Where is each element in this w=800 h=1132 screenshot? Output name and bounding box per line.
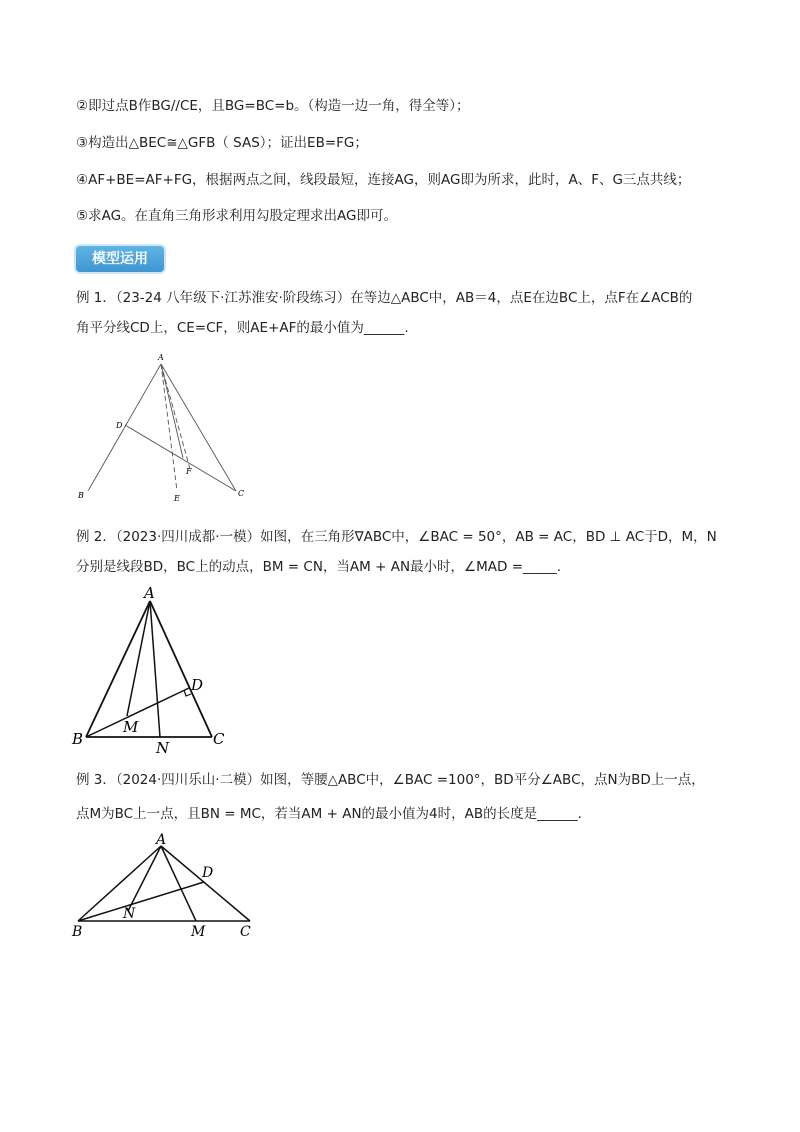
label-d: D <box>191 676 204 694</box>
example-1-figure <box>70 350 260 510</box>
step-2: ②即过点B作BG//CE，且BG=BC=b。（构造一边一角，得全等）； <box>76 98 470 114</box>
segment-a-inner <box>161 364 183 458</box>
label-b: B <box>72 924 83 940</box>
side-ab <box>88 364 161 491</box>
label-n: N <box>156 739 170 755</box>
label-c: C <box>238 489 245 498</box>
label-n: N <box>123 906 136 922</box>
label-c: C <box>213 730 225 748</box>
label-m: M <box>123 718 139 736</box>
example-3-line-2: 点M为BC上一点，且BN = MC，若当AM + AN的最小值为4时，AB的长度是______. <box>76 806 582 822</box>
label-f: F <box>186 467 192 476</box>
label-d: D <box>116 421 123 430</box>
label-e: E <box>174 494 180 503</box>
example-2-line-1: 例 2．（2023·四川成都·一模）如图，在三角形∇ABC中，∠BAC = 50°，AB = AC，BD ⊥ AC于D，M，N <box>76 529 717 545</box>
step-4: ④AF+BE=AF+FG，根据两点之间，线段最短，连接AG，则AG即为所求，此时，A、F、G三点共线； <box>76 172 691 188</box>
side-ac <box>161 364 236 491</box>
example-2-line-2: 分别是线段BD，BC上的动点，BM = CN，当AM + AN最小时，∠MAD =_____. <box>76 559 562 575</box>
example-2-figure <box>70 585 240 755</box>
example-3-figure <box>70 830 270 940</box>
example-1-line-1: 例 1．（23-24 八年级下·江苏淮安·阶段练习）在等边△ABC中，AB＝4，点E在边BC上，点F在∠ACB的 <box>76 290 693 306</box>
label-d: D <box>202 865 214 881</box>
step-5: ⑤求AG。在直角三角形求利用勾股定理求出AG即可。 <box>76 208 398 224</box>
label-m: M <box>191 924 206 940</box>
label-a: A <box>144 585 155 602</box>
label-c: C <box>240 924 251 940</box>
example-1-line-2: 角平分线CD上，CE=CF，则AE+AF的最小值为______. <box>76 320 409 336</box>
label-b: B <box>72 730 84 748</box>
label-a: A <box>158 353 164 362</box>
segment-ae <box>161 364 177 491</box>
example-3-line-1: 例 3．（2024·四川乐山·二模）如图，等腰△ABC中，∠BAC =100°，BD平分∠ABC，点N为BD上一点， <box>76 772 705 788</box>
section-badge: 模型运用 <box>76 246 164 272</box>
label-a: A <box>156 832 167 848</box>
segment-af <box>161 364 190 469</box>
label-b: B <box>78 491 84 500</box>
step-3: ③构造出△BEC≅△GFB（ SAS）；证出EB=FG； <box>76 135 368 151</box>
